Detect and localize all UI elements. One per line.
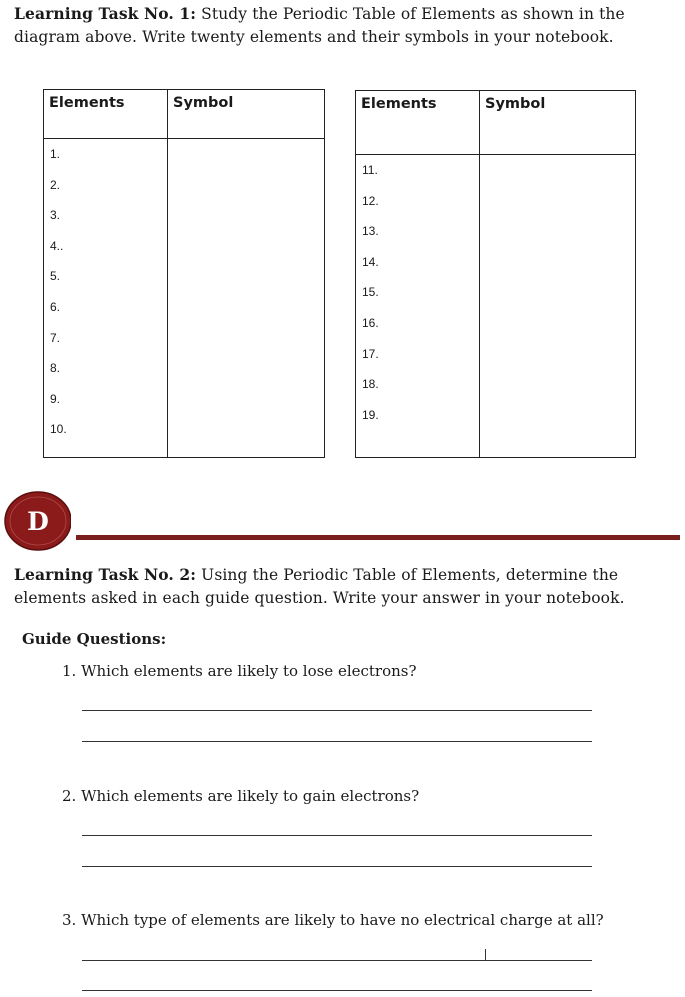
symbol-column[interactable] bbox=[168, 139, 325, 458]
question-3: 3. Which type of elements are likely to have no electrical charge at all? bbox=[62, 911, 604, 929]
element-row-number: 8. bbox=[50, 361, 61, 376]
symbol-header: Symbol bbox=[480, 91, 636, 155]
answer-line[interactable] bbox=[82, 835, 592, 836]
section-divider-bar bbox=[76, 535, 680, 540]
answer-line[interactable] bbox=[82, 960, 592, 961]
elements-column[interactable] bbox=[44, 139, 168, 458]
element-row-number: 3. bbox=[50, 208, 61, 223]
element-number-list bbox=[44, 139, 167, 453]
element-row-number: 10. bbox=[50, 422, 67, 437]
answer-line[interactable] bbox=[82, 990, 592, 991]
answer-line[interactable] bbox=[82, 866, 592, 867]
learning-task-2 bbox=[14, 563, 674, 610]
elements-table-right bbox=[355, 90, 636, 458]
symbol-header: Symbol bbox=[168, 90, 325, 139]
element-row-number: 17. bbox=[362, 346, 379, 361]
section-letter: D bbox=[27, 507, 49, 536]
element-number-list bbox=[356, 155, 479, 438]
stray-mark bbox=[485, 949, 486, 961]
task-1-instructions: Study the Periodic Table of Elements as shown in the diagram above. Write twenty elements and their symbols in your notebook. bbox=[14, 5, 625, 46]
task-1-label: Learning Task No. 1: bbox=[14, 4, 197, 23]
learning-task-1 bbox=[14, 2, 674, 49]
element-row-number: 5. bbox=[50, 269, 61, 284]
element-row-number: 11. bbox=[362, 163, 378, 177]
element-row-number: 4.. bbox=[50, 238, 64, 253]
element-row-number: 7. bbox=[50, 330, 61, 345]
guide-questions-title: Guide Questions: bbox=[22, 630, 167, 648]
element-row-number: 1. bbox=[50, 147, 61, 161]
element-row-number: 6. bbox=[50, 299, 61, 314]
elements-header: Elements bbox=[44, 90, 168, 139]
element-row-number: 12. bbox=[362, 193, 379, 208]
symbol-column[interactable] bbox=[480, 155, 636, 458]
element-row-number: 13. bbox=[362, 224, 379, 239]
answer-line[interactable] bbox=[82, 710, 592, 711]
question-1: 1. Which elements are likely to lose electrons? bbox=[62, 662, 417, 680]
answer-line[interactable] bbox=[82, 741, 592, 742]
element-row-number: 2. bbox=[50, 177, 61, 192]
question-2: 2. Which elements are likely to gain electrons? bbox=[62, 787, 420, 805]
elements-column[interactable] bbox=[356, 155, 480, 458]
task-2-label: Learning Task No. 2: bbox=[14, 565, 197, 584]
element-row-number: 16. bbox=[362, 315, 379, 330]
task-2-instructions: Using the Periodic Table of Elements, determine the elements asked in each guide question. Write your answer in your notebook. bbox=[14, 566, 625, 607]
element-row-number: 15. bbox=[362, 285, 379, 300]
element-row-number: 18. bbox=[362, 377, 379, 392]
section-d-badge bbox=[3, 490, 71, 552]
elements-table-left bbox=[43, 89, 325, 458]
elements-header: Elements bbox=[356, 91, 480, 155]
element-row-number: 14. bbox=[362, 254, 379, 269]
element-row-number: 9. bbox=[50, 391, 61, 406]
element-row-number: 19. bbox=[362, 407, 379, 422]
